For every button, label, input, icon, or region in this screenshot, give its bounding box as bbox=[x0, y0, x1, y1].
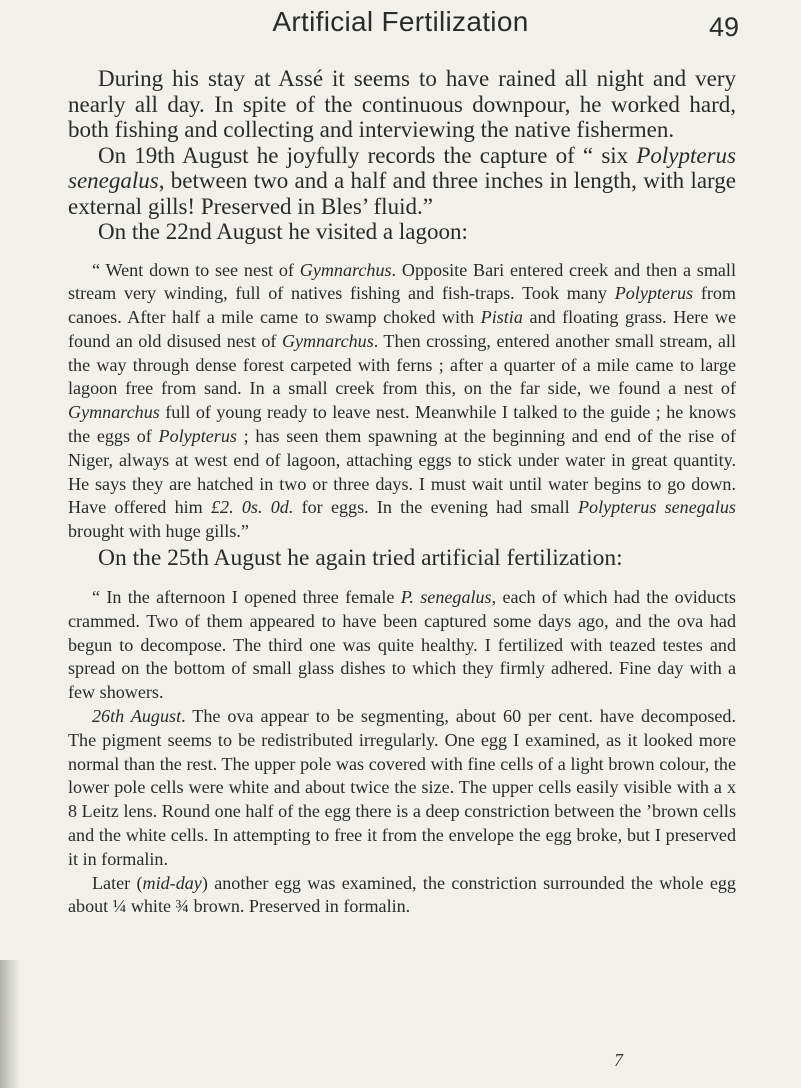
quote-text: . Opposite Bari entered creek and then a small stream very winding, full of natives fishing and fish-traps. Took many bbox=[68, 259, 736, 304]
paragraph-stay-at-asse: During his stay at Assé it seems to have rained all night and very nearly all day. In spite of the continuous downpour, he worked hard, both fishing and collecting and interviewing the native fishermen. bbox=[68, 66, 736, 142]
quote-text: . Then crossing, entered another small stream, all the way through dense forest carpeted with ferns ; after a quarter of a mile came to large lagoon free from sand. In a small creek from this, on the far side, we found a nest of bbox=[68, 330, 736, 399]
species-name: Gymnarchus bbox=[299, 259, 392, 280]
species-name: Gymnarchus bbox=[281, 330, 374, 351]
quote-text: ; has seen them spawning at the beginning and end of the rise of Niger, always at west end of lagoon, attaching eggs to stick under water in great quantity. He says they are hatched in two or three days. I must wait until water begins to go down. Have offered him bbox=[68, 426, 736, 518]
quote-text: . The ova appear to be segmenting, about 60 per cent. have decomposed. The pigment seems to be redistributed irregularly. One egg I examined, as it looked more normal than the rest. The upper pole was covered with fine cells of a light brown colour, the lower pole cells were white and about twice the size. The upper cells easily visible with a x 8 Leitz lens. Round one half of the egg there is a deep constriction between the ’brown cells and the white cells. In attempting to free it from the envelope the egg broke, but I preserved it in formalin. bbox=[68, 706, 736, 869]
species-name: Pistia bbox=[480, 307, 523, 328]
quote-fertilization-diary bbox=[68, 586, 736, 705]
quote-text: “ In the afternoon I opened three female bbox=[92, 587, 401, 608]
quote-text: ) another egg was examined, the constriction surrounded the whole egg about ¼ white ¾ brown. Preserved in formalin. bbox=[68, 872, 736, 917]
page-number: 49 bbox=[708, 12, 739, 42]
quote-26th-august bbox=[68, 705, 736, 872]
species-name: Polypterus bbox=[614, 283, 694, 304]
paragraph-text: , between two and a half and three inches in length, with large external gills! Preserved in Bles’ fluid.” bbox=[68, 168, 736, 219]
quote-text: for eggs. In the evening had small bbox=[293, 497, 578, 518]
quote-later-midday bbox=[68, 872, 736, 920]
quote-lagoon-diary bbox=[68, 259, 736, 545]
running-header bbox=[0, 6, 801, 42]
money-amount: £2. 0s. 0d. bbox=[211, 497, 294, 518]
quote-text: full of young ready to leave nest. Meanwhile I talked to the guide ; he knows the eggs of bbox=[68, 402, 736, 447]
paragraph-fertilization-attempt: On the 25th August he again tried artificial fertilization: bbox=[98, 545, 623, 572]
quote-text: and floating grass. Here we found an old disused nest of bbox=[68, 307, 736, 351]
species-name: Gymnarchus bbox=[68, 402, 160, 423]
paragraph-lagoon-visit: On the 22nd August he visited a lagoon: bbox=[98, 219, 468, 244]
quote-text: , each of which had the oviducts crammed. Two of them appeared to have been captured some days ago, and the ova had begun to decompose. The third one was quite healthy. I fertilized with teazed testes and spread on the bottom of small glass dishes to which they firmly adhered. Fine day with a few showers. bbox=[68, 587, 736, 703]
species-name: Polypterus senegalus bbox=[577, 497, 736, 518]
paragraph-polypterus-capture bbox=[68, 143, 736, 220]
quote-text: Later ( bbox=[92, 872, 143, 893]
page-edge-shadow bbox=[0, 960, 20, 1088]
paragraph-text: On 19th August he joyfully records the capture of “ six bbox=[98, 142, 637, 168]
date-entry: 26th August bbox=[92, 706, 182, 727]
signature-mark: 7 bbox=[614, 1050, 623, 1070]
quote-text: from canoes. After half a mile came to swamp choked with bbox=[68, 283, 736, 328]
species-name: Polypterus bbox=[158, 426, 237, 447]
time-note: mid-day bbox=[142, 872, 202, 893]
page-title: Artificial Fertilization bbox=[272, 6, 529, 37]
quote-text: “ Went down to see nest of bbox=[92, 259, 300, 280]
species-name: P. senegalus bbox=[400, 587, 492, 608]
species-name: Polypterus senegalus bbox=[68, 142, 736, 193]
quote-text: brought with huge gills.” bbox=[68, 521, 249, 542]
body-text bbox=[68, 66, 736, 919]
